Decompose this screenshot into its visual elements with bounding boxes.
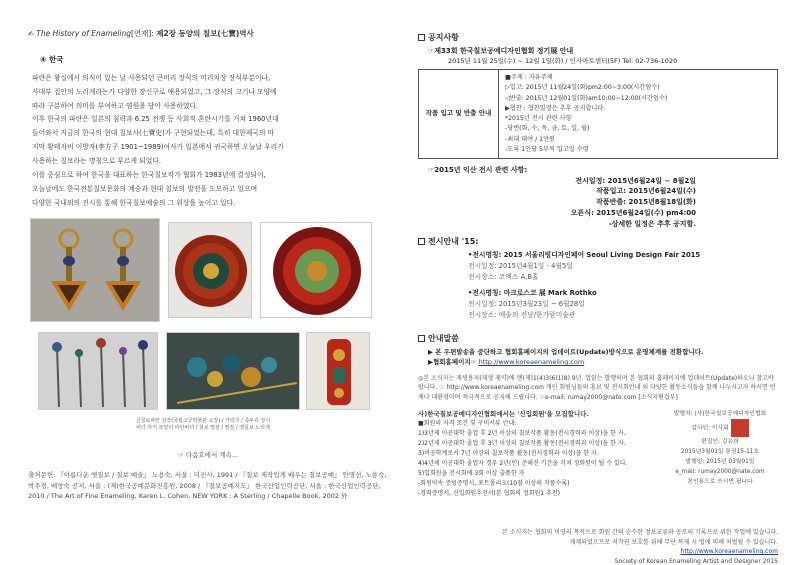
recruit-title: 사)한국칠보공예디자인협회에서는 '신입회원'을 모집합니다. — [418, 409, 589, 418]
paragraph-line: 사대부 집안의 노리개라는가 다양한 장신구로 애용되었고, 그 장식의 크기나 모양에 — [32, 87, 277, 96]
guide-title: 안내말씀 — [428, 334, 459, 344]
notice-heading — [418, 32, 778, 44]
recruit-line: -경력증명서, 신입회원추천서(본 협회의 정회원1 추천) — [418, 489, 560, 497]
event-title: ☞제33회 한국칠보공예디자인협회 정기展 안내 — [428, 47, 574, 55]
hairpins-image-icon — [39, 333, 158, 410]
left-page — [28, 28, 388, 502]
recruit-line: ■회원의 자격 조건 및 구비서류 안내: — [418, 420, 517, 428]
continue-note: ☞ 다음호에서 계속... — [177, 450, 239, 459]
table-label: 작품 입고 및 반출 안내 — [419, 70, 499, 158]
checkbox-square-icon — [418, 34, 425, 41]
homepage-link[interactable]: http://www.koreaenameling.com — [478, 358, 585, 367]
table-line: ■주제 : 자유주제 — [505, 74, 553, 82]
right-page — [418, 28, 778, 499]
iksan-title: ☞2015년 익산 전시 관련 사항: — [428, 166, 528, 175]
exhibition-name: •전시명칭: 2015 서울리빙디자인페어 Seoul Living Design Fair 2015 — [468, 250, 701, 259]
photo-caption — [28, 418, 378, 433]
exhibition-title: 전시안내 '15: — [428, 236, 479, 246]
rosette-image-icon — [169, 223, 252, 318]
table-line: ▶협찬 : 협찬일정은 추후 공지합니다. — [505, 104, 606, 112]
publisher-line: 본인용으로 쓰시면 됩니다 — [687, 479, 753, 486]
photo-floral-pins — [166, 332, 300, 410]
exhibition-place: 전시장소: 코엑스 A,B홀 — [468, 272, 539, 281]
schedule-line: 전시일정: 2015년6월24일 ~ 8월2일 — [575, 176, 696, 185]
footer-link[interactable]: http://www.koreaenameling.com — [680, 548, 778, 556]
photo-red-disc — [260, 222, 372, 318]
guide-body — [428, 347, 778, 368]
pendant-image-icon — [307, 333, 370, 410]
paragraph-line: 이를 중심으로 하여 한국을 대표하는 한국칠보작가 협회가 1983년에 결성되어, — [32, 170, 266, 179]
footer-line-2: 게재되었으므로 저작권 보호를 위해 무단 복제 시 법에 의해 처벌될 수 있습니다. — [569, 538, 778, 546]
exhibition-heading — [418, 236, 778, 248]
norigae-image-icon — [31, 219, 160, 322]
exhibition-name: •전시명칭: 마크로스코 展 Mark Rothko — [468, 289, 597, 298]
membership-block — [418, 409, 778, 499]
recruit-line: 3)비공학계로서 7년 이상의 칠보작품 활동(전시경력과 이상)을 한 자. — [418, 450, 599, 458]
schedule-line: 작품반출: 2015년8월18일(화) — [596, 198, 696, 207]
recruit-line: 4)4년제 이공대학 졸업자 경우 2년(인) 준해진 기간을 거쳐 정회원이 될 수 있다. — [418, 459, 628, 467]
article-body — [28, 73, 388, 210]
series-title: The History of Enameling — [36, 29, 131, 38]
section-subtitle: ④ 한국 — [40, 54, 64, 64]
references: 출처문헌: 『아름다운 옛칠보 / 칠보 예술』 노용숙, 서울 : 미진사, 1991 / 『칠보 제작입게 배우는 칠보공예』 안명선, 노용숙, 박주경, 배창숙 공저, 서울 : (재)한국공예문화진흥원, 2008 / 『칠보공예지도』 한국산업인력공단, 서울 : 한국산업인력공단, 2010 / The Art of Fine Enameling, Karen L. Cohen, NEW YORK : A Sterling / Chapelle Book, 2002 外 — [28, 471, 387, 501]
guide-line-1-text: ▶ 본 우편발송을 중단하고 협회홈페이지의 업데이트(Update)방식으로 운영체계를 전환합니다. — [428, 348, 704, 357]
caption-line-1: 금칠보파란 삼작(국립고궁박물관 소장) / 가락지 / 족두리 장식 — [135, 417, 271, 424]
table-line: ▷입고: 2015년 11월24일(화)pm2:00~3:00(시간엄수) — [505, 84, 660, 92]
event-date: 2015년 11월 25일(수) ~ 12월 1일(화) / 인사아트센터(5F) Tel: 02-736-1020 — [448, 56, 678, 65]
paragraph-line: 들어와서 지금의 한국의 현대 칠보사(七寶史)가 구현되었는데, 특히 대한제국의 마 — [32, 129, 275, 138]
submission-table — [418, 69, 778, 159]
pen-icon: ✍ — [28, 30, 34, 38]
recruit-line: -회원약속 증빙증명서, 포트폴리오(10점 이상의 작품수록) — [418, 479, 570, 487]
homepage-label: ▶협회홈페이지☞ — [428, 358, 477, 367]
series-suffix: [연재]: — [130, 29, 154, 38]
table-line: -최대 대여 / 1만원 — [505, 135, 556, 143]
publisher-line: 발행처: (사)한국칠보공예디자인협회 — [673, 410, 767, 417]
guide-line-2 — [428, 357, 778, 367]
caption-line-2: 비녀 각기 모양의 파란비녀 / 칠보 떨잠 / 떨잠 / 옛칠보 노리개 — [136, 425, 270, 432]
footer-line-1: 본 소식지는 협회의 비영리 목적으로 회원 간의 순수한 정보교류와 공로의 기록으로 위한 작업에 있습니다. — [502, 529, 778, 536]
article-header — [28, 28, 388, 40]
schedule-line: 작품입고: 2015년6월24일(수) — [596, 187, 696, 196]
paragraph-line: 따라 구분하여 의미를 부여하고 염원을 담아 사용하였다. — [32, 101, 199, 110]
footer — [418, 528, 778, 565]
schedule-line: 오픈식: 2015년6월24일(수) pm4:00 — [570, 209, 696, 218]
guide-line-1 — [428, 347, 778, 357]
guide-heading — [418, 333, 778, 345]
photo-hairpins — [38, 332, 158, 410]
publisher-info — [662, 409, 778, 499]
paragraph-line: 이후 한국의 파란은 일본의 침략과 6.25 전쟁 등 사회적 혼란시기를 거쳐 1960년대 — [32, 115, 279, 124]
floral-image-icon — [167, 333, 300, 410]
exhibition-date: 전시일정: 2015년3월23일 ~ 6월28일 — [468, 300, 585, 309]
publisher-line — [662, 419, 778, 437]
table-line: ◁반출: 2015년 12월01일(화)am10:00~12:00(시간엄수) — [505, 94, 668, 102]
recruit-line: 1)3년제 이공대학 졸업 후 2년 이상의 칠보작품 활동(전시경력과 이상)을 한 자. — [418, 430, 626, 438]
notice-title: 공지사항 — [428, 33, 459, 42]
recruit-info — [418, 409, 662, 499]
table-line: -당번(화, 수, 목, 금, 토, 일, 월) — [505, 125, 590, 133]
publisher-line: e_mail: rumay2000@nate.com — [675, 469, 765, 476]
exhibition-list — [468, 250, 778, 321]
recruit-line: 5)입회원을 전시회에 3회 이상 출품한 자 — [418, 469, 525, 477]
disc-image-icon — [261, 223, 372, 318]
seal-stamp-icon — [731, 419, 749, 437]
publisher-line: 2015년3월01일 통권15-11호 — [680, 448, 760, 455]
paragraph-line: 지막 황태자비 이방자(李方子 1901~1989)여사가 일본에서 귀국하면 오늘날 우리가 — [32, 143, 284, 152]
checkbox-square-icon — [418, 238, 425, 245]
paragraph-line: 파란은 왕실에서 의식이 있는 날 사용되던 큰머리 장식의 머리치장 장식부분이나, — [32, 73, 271, 82]
recruit-line: 2)2년제 이공대학 졸업 후 3년 이상의 칠보작품 활동(전시경력과 이상)을 한 자. — [418, 440, 626, 448]
exhibition-date: 전시일정: 2015년4월1일 - 4월5일 — [468, 261, 573, 270]
footer-society: Society of Korean Enameling Artist and Designer 2015 — [614, 557, 778, 565]
photo-rosette — [168, 222, 252, 318]
schedule-line: -상세한 일정은 추후 공지함. — [608, 220, 696, 228]
footer-url — [418, 547, 778, 557]
photo-pendant — [306, 332, 370, 410]
photo-norigae — [30, 218, 160, 322]
newsletter-note: ◎본 소식지는 재생용지(재생 제약)에 맨(재)1(4)3(6)1(8) 9년. 업읽는 발행하며 본 협회의 홈페이지에 업데이트(Update)하오니 참고바랍니다. ☞ http://www.koreaenameling.com 개인 회원님들의 홍보 및 전시회안내 외 다양한 활동소식들을 함께 나누시고자 하시면 언제나 대환영이며 적극적으로 공지해 드립니다. ☞e-mail: rumay2000@nate.com [소식지편집부] — [418, 374, 776, 402]
paragraph-line: 다양한 국내외의 전시를 통해 한국칠보예술의 그 위상을 높이고 있다. — [32, 198, 236, 207]
exhibition-place: 전시장소: 예술의 전당/한가람미술관 — [468, 311, 576, 320]
publisher-line: 편집인: 김유희 — [701, 438, 739, 445]
chapter-title: 제2장 동양의 칠보(七寶)역사 — [156, 29, 254, 38]
checkbox-square-icon — [418, 335, 425, 342]
table-line: -도록 1인당 5부씩 입고일 수령 — [505, 145, 589, 153]
photo-collage — [28, 218, 388, 443]
publisher-line-text: 감사인: 이사회 — [691, 425, 729, 432]
publisher-line: 발행일: 2015년 03월01일 — [685, 459, 755, 466]
iksan-schedule — [418, 176, 778, 230]
paragraph-line: 사용하는 칠보라는 명칭으로 부르게 되었다. — [32, 157, 161, 166]
table-line: *2015년 전시 관련 사항 — [505, 115, 572, 123]
table-body — [499, 70, 777, 158]
paragraph-line: 오늘날에도 한국전통칠보문화의 계승과 현대 칠보의 발전을 도모하고 있으며 — [32, 184, 258, 193]
